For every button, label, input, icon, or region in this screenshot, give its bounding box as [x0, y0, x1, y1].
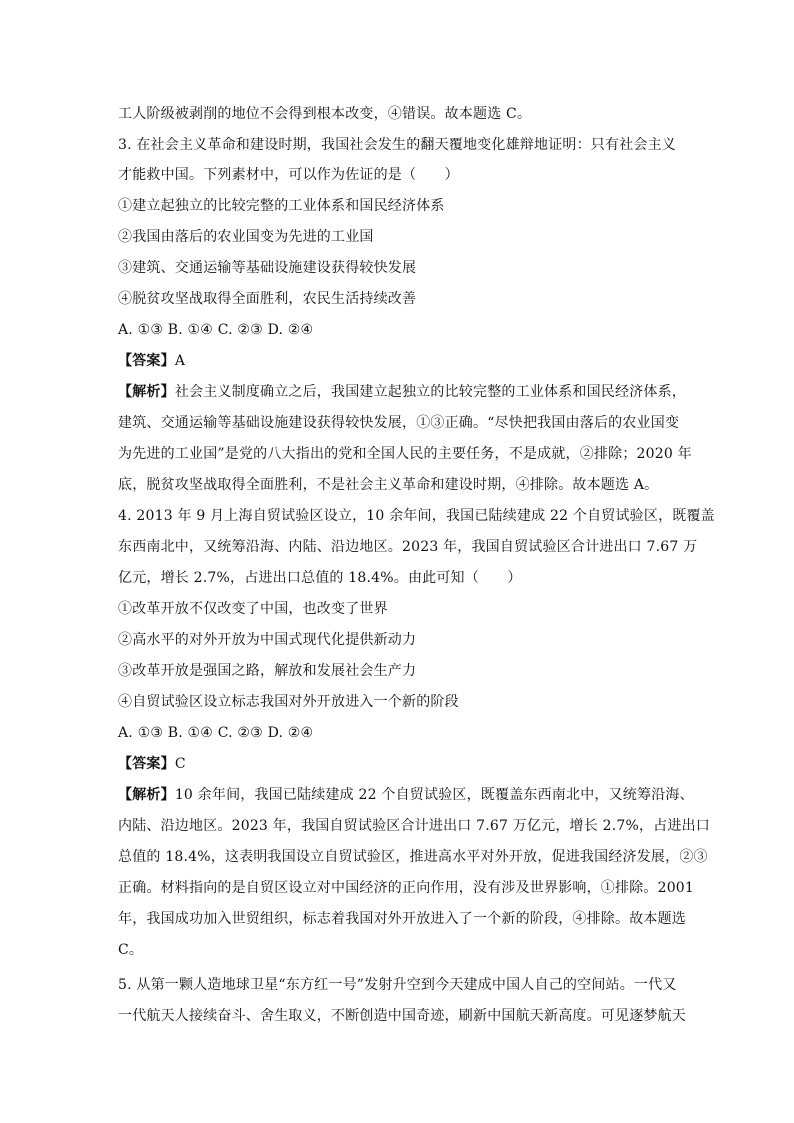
- answer-choices: A. ①③ B. ①④ C. ②③ D. ②④: [118, 725, 314, 741]
- option-2: ②高水平的对外开放为中国式现代化提供新动力: [118, 632, 417, 648]
- analysis-line: [118, 382, 688, 402]
- option-3: ③建筑、交通运输等基础设施建设获得较快发展: [118, 260, 417, 276]
- analysis-text-cont: 建筑、交通运输等基础设施建设获得较快发展，①③正确。“尽快把我国由落后的农业国变: [118, 415, 680, 431]
- answer-choices: A. ①③ B. ①④ C. ②③ D. ②④: [118, 322, 314, 338]
- option-4: ④自贸试验区设立标志我国对外开放进入一个新的阶段: [118, 694, 459, 710]
- analysis-text-cont: 内陆、沿边地区。2023 年，我国自贸试验区合计进出口 7.67 万亿元，增长 2.7%，占进出口: [118, 818, 710, 834]
- option-3: ③改革开放是强国之路，解放和发展社会生产力: [118, 663, 417, 679]
- answer-line: [118, 351, 688, 371]
- text-line: 工人阶级被剥削的地位不会得到根本改变，④错误。故本题选 C。: [118, 106, 532, 122]
- answer-label: 【答案】: [118, 353, 175, 369]
- analysis-text-cont: 总值的 18.4%，这表明我国设立自贸试验区，推进高水平对外开放，促进我国经济发展，②③: [118, 849, 708, 865]
- option-2: ②我国由落后的农业国变为先进的工业国: [118, 229, 374, 245]
- option-1: ①改革开放不仅改变了中国，也改变了世界: [118, 601, 388, 617]
- analysis-text-cont: C。: [118, 942, 144, 958]
- analysis-text: 10 余年间，我国已陆续建成 22 个自贸试验区，既覆盖东西南北中，又统筹沿海、: [174, 787, 694, 803]
- analysis-label: 【解析】: [118, 787, 175, 803]
- question-4-stem-cont: 亿元，增长 2.7%，占进出口总值的 18.4%。由此可知（ ）: [118, 570, 522, 586]
- answer-value: C: [174, 756, 186, 772]
- analysis-text-cont: 正确。材料指向的是自贸区设立对中国经济的正向作用，没有涉及世界影响，①排除。2001: [118, 880, 695, 896]
- question-3-stem-cont: 才能救中国。下列素材中，可以作为佐证的是（ ）: [118, 167, 459, 183]
- option-4: ④脱贫攻坚战取得全面胜利，农民生活持续改善: [118, 291, 417, 307]
- analysis-label: 【解析】: [118, 384, 175, 400]
- analysis-text-cont: 底，脱贫攻坚战取得全面胜利，不是社会主义革命和建设时期，④排除。故本题选 A。: [118, 477, 659, 493]
- question-5-stem-cont: 一代航天人接续奋斗、舍生取义，不断创造中国奇迹，刷新中国航天新高度。可见逐梦航天: [118, 1008, 686, 1024]
- question-4-stem-cont: 东西南北中，又统筹沿海、内陆、沿边地区。2023 年，我国自贸试验区合计进出口 7.67 万: [118, 539, 698, 555]
- analysis-text-cont: 为先进的工业国”是党的八大指出的党和全国人民的主要任务，不是成就，②排除；2020 年: [118, 446, 692, 462]
- answer-label: 【答案】: [118, 756, 175, 772]
- answer-value: A: [174, 353, 186, 369]
- question-4-stem: 4. 2013 年 9 月上海自贸试验区设立，10 余年间，我国已陆续建成 22 个自贸试验区，既覆盖: [118, 508, 715, 524]
- answer-line: [118, 754, 688, 774]
- question-5-stem: 5. 从第一颗人造地球卫星“东方红一号”发射升空到今天建成中国人自己的空间站。一代又: [118, 977, 677, 993]
- analysis-text: 社会主义制度确立之后，我国建立起独立的比较完整的工业体系和国民经济体系，: [174, 384, 687, 400]
- option-1: ①建立起独立的比较完整的工业体系和国民经济体系: [118, 198, 445, 214]
- analysis-text-cont: 年，我国成功加入世贸组织，标志着我国对外开放进入了一个新的阶段，④排除。故本题选: [118, 911, 686, 927]
- question-3-stem: 3. 在社会主义革命和建设时期，我国社会发生的翻天覆地变化雄辩地证明：只有社会主义: [118, 137, 677, 153]
- analysis-line: [118, 785, 694, 805]
